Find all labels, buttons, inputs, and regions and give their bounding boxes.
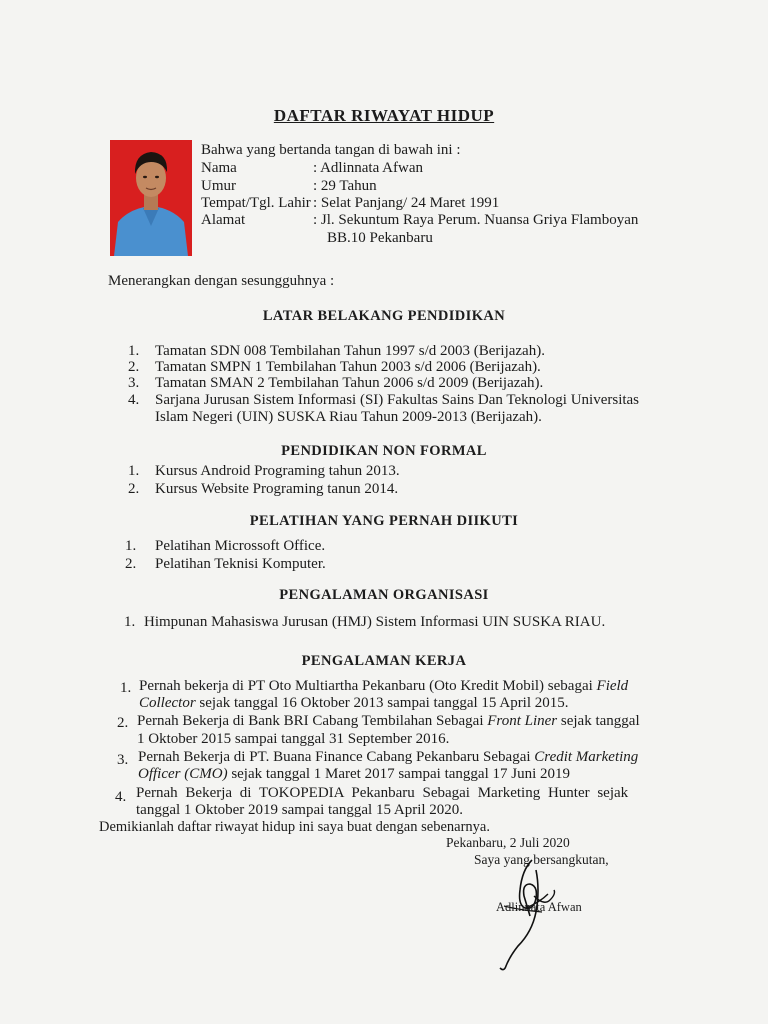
pendidikan-num-1: 1. <box>128 343 140 359</box>
statement-text: Menerangkan dengan sesungguhnya : <box>108 273 335 289</box>
kerja-item-1-text: Pernah bekerja di PT Oto Multiartha Pekanbaru (Oto Kredit Mobil) sebagai <box>139 678 597 694</box>
kerja-num-3: 3. <box>117 752 129 768</box>
kerja-item-2 <box>137 713 640 730</box>
alamat-value-line2: BB.10 Pekanbaru <box>327 230 433 246</box>
intro-text: Bahwa yang bertanda tangan di bawah ini : <box>201 142 461 158</box>
nama-value: : Adlinnata Afwan <box>313 160 423 176</box>
sign-label: Saya yang bersangkutan, <box>474 852 609 867</box>
kerja-item-2-line2: 1 Oktober 2015 sampai tanggal 31 September 2016. <box>137 731 450 747</box>
heading-organisasi: PENGALAMAN ORGANISASI <box>279 587 489 603</box>
umur-label: Umur <box>201 178 236 194</box>
kerja-item-2-italic: Front Liner <box>487 713 558 729</box>
ttl-label: Tempat/Tgl. Lahir <box>201 195 311 211</box>
ttl-value: : Selat Panjang/ 24 Maret 1991 <box>313 195 500 211</box>
kerja-num-1: 1. <box>120 680 132 696</box>
pelatihan-num-1: 1. <box>125 538 137 554</box>
pendidikan-item-4: Sarjana Jurusan Sistem Informasi (SI) Fakultas Sains Dan Teknologi Universitas <box>155 392 640 408</box>
nama-label: Nama <box>201 160 237 176</box>
kerja-item-2-tail: sejak tanggal <box>557 713 640 729</box>
nonformal-num-1: 1. <box>128 463 140 479</box>
kerja-item-1-line2 <box>139 695 569 712</box>
kerja-item-4-line2: tanggal 1 Oktober 2019 sampai tanggal 15 April 2020. <box>136 802 464 818</box>
kerja-item-1 <box>139 678 628 695</box>
kerja-item-1-text-2: sejak tanggal 16 Oktober 2013 sampai tanggal 15 April 2015. <box>195 695 569 711</box>
kerja-item-3-italic: Credit Marketing <box>534 749 639 765</box>
pendidikan-item-3: Tamatan SMAN 2 Tembilahan Tahun 2006 s/d 2009 (Berijazah). <box>155 375 544 391</box>
pelatihan-item-2: Pelatihan Teknisi Komputer. <box>155 556 326 572</box>
kerja-item-4: Pernah Bekerja di TOKOPEDIA Pekanbaru Sebagai Marketing Hunter sejak <box>136 785 629 801</box>
organisasi-item-1: Himpunan Mahasiswa Jurusan (HMJ) Sistem Informasi UIN SUSKA RIAU. <box>144 614 606 630</box>
kerja-item-1-italic: Field <box>596 678 629 694</box>
alamat-label: Alamat <box>201 212 246 228</box>
nonformal-item-1: Kursus Android Programing tahun 2013. <box>155 463 400 479</box>
heading-nonformal: PENDIDIKAN NON FORMAL <box>281 443 487 459</box>
sign-name: Adlinnata Afwan <box>496 900 582 914</box>
umur-value: : 29 Tahun <box>313 178 377 194</box>
heading-kerja: PENGALAMAN KERJA <box>301 653 467 669</box>
profile-photo <box>110 140 192 256</box>
closing-text: Demikianlah daftar riwayat hidup ini saya buat dengan sebenarnya. <box>99 819 490 835</box>
pelatihan-num-2: 2. <box>125 556 137 572</box>
heading-pelatihan: PELATIHAN YANG PERNAH DIIKUTI <box>249 513 519 529</box>
pendidikan-item-1: Tamatan SDN 008 Tembilahan Tahun 1997 s/d 2003 (Berijazah). <box>155 343 545 359</box>
bio-row-ttl <box>201 195 499 212</box>
kerja-item-2-text: Pernah Bekerja di Bank BRI Cabang Tembilahan Sebagai <box>137 713 488 729</box>
bio-row-alamat <box>201 212 638 229</box>
pendidikan-item-2: Tamatan SMPN 1 Tembilahan Tahun 2003 s/d 2006 (Berijazah). <box>155 359 541 375</box>
bio-row-nama <box>201 160 423 177</box>
kerja-num-4: 4. <box>115 789 127 805</box>
nonformal-item-2: Kursus Website Programing tanun 2014. <box>155 481 399 497</box>
pendidikan-num-4: 4. <box>128 392 140 408</box>
sign-place-date: Pekanbaru, 2 Juli 2020 <box>446 835 570 850</box>
pelatihan-item-1: Pelatihan Microssoft Office. <box>155 538 326 554</box>
pendidikan-num-3: 3. <box>128 375 140 391</box>
alamat-value: : Jl. Sekuntum Raya Perum. Nuansa Griya Flamboyan <box>313 212 639 228</box>
document-title: DAFTAR RIWAYAT HIDUP <box>273 106 495 125</box>
bio-row-umur <box>201 178 377 195</box>
kerja-item-3-line2 <box>138 766 570 783</box>
pendidikan-num-2: 2. <box>128 359 140 375</box>
kerja-item-3-text: Pernah Bekerja di PT. Buana Finance Cabang Pekanbaru Sebagai <box>138 749 535 765</box>
kerja-num-2: 2. <box>117 715 129 731</box>
pendidikan-item-4-line2: Islam Negeri (UIN) SUSKA Riau Tahun 2009-2013 (Berijazah). <box>155 409 542 425</box>
kerja-item-3-text-2: sejak tanggal 1 Maret 2017 sampai tanggal 17 Juni 2019 <box>227 766 570 782</box>
nonformal-num-2: 2. <box>128 481 140 497</box>
kerja-item-1-italic-2: Collector <box>139 695 196 711</box>
heading-pendidikan: LATAR BELAKANG PENDIDIKAN <box>262 308 506 324</box>
kerja-item-3-italic-2: Officer (CMO) <box>138 766 228 782</box>
kerja-item-3 <box>138 749 638 766</box>
organisasi-num-1: 1. <box>124 614 136 630</box>
